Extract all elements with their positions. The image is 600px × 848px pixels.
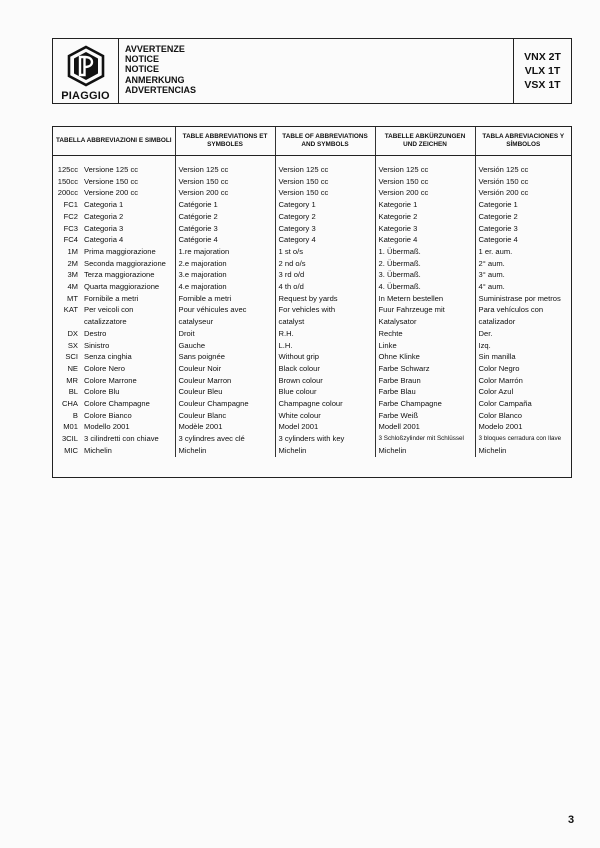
notice-title-de: ANMERKUNG bbox=[125, 74, 185, 85]
cell-spanish: Color Campaña bbox=[478, 399, 532, 409]
cell-german: Katalysator bbox=[375, 316, 475, 328]
cell-german: Version 200 cc bbox=[375, 187, 475, 199]
cell-german: Kategorie 4 bbox=[375, 234, 475, 246]
cell-spanish: Color Azul bbox=[478, 387, 514, 397]
cell-english: Blue colour bbox=[275, 386, 375, 398]
table-row bbox=[53, 421, 571, 433]
cell-abbreviation: 200cc bbox=[57, 188, 78, 198]
cell-spanish: Suministrase por metros bbox=[478, 293, 561, 303]
cell-french: Version 200 cc bbox=[175, 187, 275, 199]
cell-abbreviation: MR bbox=[66, 375, 78, 385]
table-row bbox=[53, 351, 571, 363]
cell-english: Category 2 bbox=[275, 211, 375, 223]
cell-french: Couleur Blanc bbox=[175, 410, 275, 422]
table-row bbox=[53, 211, 571, 223]
cell-spanish: 3 bloques cerradura con llave bbox=[478, 435, 562, 443]
cell-spanish: Categorie 3 bbox=[478, 223, 518, 233]
cell-german: Michelin bbox=[375, 445, 475, 457]
notice-title-fr: NOTICE bbox=[125, 54, 160, 65]
cell-english: L.H. bbox=[275, 340, 375, 352]
cell-italian: Prima maggiorazione bbox=[81, 246, 175, 258]
table-row bbox=[53, 281, 571, 293]
cell-spanish: Der. bbox=[478, 328, 493, 338]
cell-french: Couleur Noir bbox=[175, 363, 275, 375]
cell-abbreviation: FC1 bbox=[63, 200, 78, 210]
cell-french: Catégorie 4 bbox=[175, 234, 275, 246]
cell-abbreviation: DX bbox=[67, 328, 78, 338]
model-vnx: VNX 2T bbox=[524, 51, 561, 63]
notice-title-it: AVVERTENZE bbox=[125, 44, 185, 54]
cell-spanish: Color Negro bbox=[478, 363, 520, 373]
cell-english: Black colour bbox=[275, 363, 375, 375]
cell-italian: Colore Bianco bbox=[81, 410, 175, 422]
cell-french: Michelin bbox=[175, 445, 275, 457]
cell-spanish: Modelo 2001 bbox=[478, 422, 523, 432]
cell-italian: Versione 125 cc bbox=[81, 164, 175, 176]
page-number: 3 bbox=[568, 814, 575, 826]
cell-english: Request by yards bbox=[275, 293, 375, 305]
brand-logo bbox=[53, 39, 119, 103]
cell-english: catalyst bbox=[275, 316, 375, 328]
cell-italian: Colore Nero bbox=[81, 363, 175, 375]
model-vsx: VSX 1T bbox=[524, 79, 561, 91]
cell-abbreviation: M01 bbox=[63, 422, 78, 432]
cell-spanish: Izq. bbox=[478, 340, 491, 350]
cell-abbreviation: NE bbox=[67, 363, 78, 373]
cell-german: 1. Übermaß. bbox=[375, 246, 475, 258]
cell-italian: 3 cilindretti con chiave bbox=[81, 433, 175, 445]
table-row bbox=[53, 398, 571, 410]
cell-english: White colour bbox=[275, 410, 375, 422]
table-row bbox=[53, 445, 571, 457]
cell-italian: Versione 150 cc bbox=[81, 176, 175, 188]
cell-italian: Seconda maggiorazione bbox=[81, 258, 175, 270]
cell-italian: Senza cinghia bbox=[81, 351, 175, 363]
cell-english: 3 cylinders with key bbox=[275, 433, 375, 445]
cell-german: Kategorie 3 bbox=[375, 223, 475, 235]
header-italian: TABELLA ABBREVIAZIONI E SIMBOLI bbox=[53, 127, 175, 156]
cell-italian: Categoria 4 bbox=[81, 234, 175, 246]
cell-german: Fuur Fahrzeuge mit bbox=[375, 304, 475, 316]
header-english: TABLE OF ABBREVIATIONS AND SYMBOLS bbox=[275, 127, 375, 156]
cell-german: 2. Übermaß. bbox=[375, 258, 475, 270]
piaggio-shield-icon bbox=[66, 45, 106, 87]
cell-english: 4 th o/d bbox=[275, 281, 375, 293]
cell-spanish: Sin manilla bbox=[478, 352, 516, 362]
cell-french: Modèle 2001 bbox=[175, 421, 275, 433]
cell-english: 3 rd o/d bbox=[275, 269, 375, 281]
cell-english: Version 150 cc bbox=[275, 176, 375, 188]
cell-english: Category 3 bbox=[275, 223, 375, 235]
notice-titles bbox=[119, 39, 513, 103]
table-row bbox=[53, 304, 571, 316]
document-header bbox=[52, 38, 572, 104]
cell-spanish: Versión 200 cc bbox=[478, 188, 529, 198]
cell-spanish: Versión 125 cc bbox=[478, 165, 529, 174]
cell-french: Sans poignée bbox=[175, 351, 275, 363]
cell-german: Ohne Klinke bbox=[375, 351, 475, 363]
cell-abbreviation: CHA bbox=[61, 399, 78, 409]
cell-english: R.H. bbox=[275, 328, 375, 340]
cell-german: Linke bbox=[375, 340, 475, 352]
cell-french: 2.e majoration bbox=[175, 258, 275, 270]
table-row bbox=[53, 234, 571, 246]
cell-spanish: 2° aum. bbox=[478, 258, 505, 268]
cell-french: 3.e majoration bbox=[175, 269, 275, 281]
cell-german: Rechte bbox=[375, 328, 475, 340]
cell-abbreviation: SCI bbox=[65, 352, 78, 362]
cell-french: 3 cylindres avec clé bbox=[175, 433, 275, 445]
notice-title-es: ADVERTENCIAS bbox=[125, 84, 197, 95]
table-row bbox=[53, 246, 571, 258]
cell-spanish: Categorie 1 bbox=[478, 200, 518, 210]
cell-french: Catégorie 3 bbox=[175, 223, 275, 235]
brand-name: PIAGGIO bbox=[61, 90, 110, 102]
cell-italian: Colore Champagne bbox=[81, 398, 175, 410]
table-spacer-row bbox=[53, 156, 571, 165]
cell-spanish: 4° aum. bbox=[478, 282, 505, 292]
cell-french: Fornible a metri bbox=[175, 293, 275, 305]
cell-english: 1 st o/s bbox=[275, 246, 375, 258]
cell-italian: Categoria 2 bbox=[81, 211, 175, 223]
table-row bbox=[53, 293, 571, 305]
table-row bbox=[53, 375, 571, 387]
table-row bbox=[53, 269, 571, 281]
table-row bbox=[53, 176, 571, 188]
cell-spanish: 3° aum. bbox=[478, 270, 505, 280]
abbreviations-table-frame bbox=[52, 126, 572, 478]
cell-italian: Categoria 1 bbox=[81, 199, 175, 211]
cell-italian: Per veicoli con bbox=[81, 304, 175, 316]
table-row bbox=[53, 199, 571, 211]
cell-abbreviation: 125cc bbox=[57, 165, 78, 174]
cell-german: In Metern bestellen bbox=[375, 293, 475, 305]
cell-english: For vehicles with bbox=[275, 304, 375, 316]
cell-abbreviation: FC4 bbox=[63, 235, 78, 245]
table-header-row bbox=[53, 127, 571, 156]
cell-abbreviation: FC2 bbox=[63, 211, 78, 221]
cell-italian: Sinistro bbox=[81, 340, 175, 352]
header-french: TABLE ABBREVIATIONS ET SYMBOLES bbox=[175, 127, 275, 156]
cell-spanish: Categorie 4 bbox=[478, 235, 518, 245]
cell-german: Farbe Weiß bbox=[375, 410, 475, 422]
table-row bbox=[53, 164, 571, 176]
cell-french: Version 150 cc bbox=[175, 176, 275, 188]
cell-english: Version 150 cc bbox=[275, 187, 375, 199]
cell-spanish: Color Blanco bbox=[478, 410, 522, 420]
cell-french: Catégorie 2 bbox=[175, 211, 275, 223]
cell-german: Farbe Blau bbox=[375, 386, 475, 398]
cell-german: 3 Schloßzylinder mit Schlüssel bbox=[375, 433, 475, 445]
table-row bbox=[53, 433, 571, 445]
cell-french: Gauche bbox=[175, 340, 275, 352]
cell-french: Version 125 cc bbox=[175, 164, 275, 176]
cell-abbreviation: KAT bbox=[63, 305, 78, 315]
cell-german: 3. Übermaß. bbox=[375, 269, 475, 281]
cell-english: Category 1 bbox=[275, 199, 375, 211]
cell-french: Pour véhicules avec bbox=[175, 304, 275, 316]
cell-italian: Categoria 3 bbox=[81, 223, 175, 235]
cell-italian: Colore Blu bbox=[81, 386, 175, 398]
cell-german: Farbe Champagne bbox=[375, 398, 475, 410]
cell-italian: catalizzatore bbox=[81, 316, 175, 328]
cell-german: Kategorie 1 bbox=[375, 199, 475, 211]
cell-abbreviation: 3CIL bbox=[61, 434, 78, 444]
cell-abbreviation: B bbox=[72, 410, 78, 420]
cell-abbreviation: FC3 bbox=[63, 223, 78, 233]
notice-title-en: NOTICE bbox=[125, 64, 160, 75]
cell-english: Model 2001 bbox=[275, 421, 375, 433]
cell-spanish: Para vehículos con bbox=[478, 305, 544, 315]
table-body bbox=[53, 156, 571, 457]
cell-english: Without grip bbox=[275, 351, 375, 363]
cell-french: Couleur Champagne bbox=[175, 398, 275, 410]
cell-italian: Colore Marrone bbox=[81, 375, 175, 387]
table-row bbox=[53, 328, 571, 340]
cell-german: 4. Übermaß. bbox=[375, 281, 475, 293]
cell-abbreviation: BL bbox=[68, 387, 78, 397]
cell-spanish: Michelin bbox=[478, 445, 507, 455]
cell-italian: Versione 200 cc bbox=[81, 187, 175, 199]
cell-french: 1.re majoration bbox=[175, 246, 275, 258]
table-row bbox=[53, 223, 571, 235]
cell-italian: Fornibile a metri bbox=[81, 293, 175, 305]
cell-french: Catégorie 1 bbox=[175, 199, 275, 211]
cell-abbreviation: 4M bbox=[67, 282, 78, 292]
cell-italian: Quarta maggiorazione bbox=[81, 281, 175, 293]
cell-german: Farbe Schwarz bbox=[375, 363, 475, 375]
cell-german: Farbe Braun bbox=[375, 375, 475, 387]
cell-german: Modell 2001 bbox=[375, 421, 475, 433]
header-spanish: TABLA ABREVIACIONES Y SÍMBOLOS bbox=[475, 127, 571, 156]
cell-german: Kategorie 2 bbox=[375, 211, 475, 223]
cell-abbreviation: 150cc bbox=[57, 176, 78, 186]
cell-spanish: catalizador bbox=[478, 317, 516, 327]
cell-italian: Michelin bbox=[81, 445, 175, 457]
cell-english: 2 nd o/s bbox=[275, 258, 375, 270]
model-vlx: VLX 1T bbox=[524, 65, 561, 77]
cell-italian: Terza maggiorazione bbox=[81, 269, 175, 281]
cell-abbreviation: 2M bbox=[67, 258, 78, 268]
cell-italian: Modello 2001 bbox=[81, 421, 175, 433]
cell-abbreviation: 3M bbox=[67, 270, 78, 280]
table-row bbox=[53, 410, 571, 422]
cell-spanish: Color Marrón bbox=[478, 375, 523, 385]
cell-spanish: Categorie 2 bbox=[478, 211, 518, 221]
cell-french: Couleur Bleu bbox=[175, 386, 275, 398]
table-row bbox=[53, 340, 571, 352]
cell-english: Champagne colour bbox=[275, 398, 375, 410]
table-row bbox=[53, 363, 571, 375]
cell-english: Category 4 bbox=[275, 234, 375, 246]
cell-spanish: Versión 150 cc bbox=[478, 176, 529, 186]
header-german: TABELLE ABKÜRZUNGEN UND ZEICHEN bbox=[375, 127, 475, 156]
table-row bbox=[53, 386, 571, 398]
cell-italian: Destro bbox=[81, 328, 175, 340]
cell-german: Version 125 cc bbox=[375, 164, 475, 176]
cell-abbreviation: MT bbox=[67, 293, 78, 303]
cell-english: Version 125 cc bbox=[275, 164, 375, 176]
cell-french: Couleur Marron bbox=[175, 375, 275, 387]
abbreviations-table bbox=[53, 127, 571, 457]
cell-french: Droit bbox=[175, 328, 275, 340]
cell-english: Michelin bbox=[275, 445, 375, 457]
cell-abbreviation bbox=[53, 316, 81, 328]
table-row bbox=[53, 316, 571, 328]
cell-french: 4.e majoration bbox=[175, 281, 275, 293]
cell-french: catalyseur bbox=[175, 316, 275, 328]
cell-abbreviation: SX bbox=[67, 340, 78, 350]
cell-spanish: 1 er. aum. bbox=[478, 246, 513, 256]
table-row bbox=[53, 258, 571, 270]
table-row bbox=[53, 187, 571, 199]
cell-german: Version 150 cc bbox=[375, 176, 475, 188]
cell-abbreviation: 1M bbox=[67, 246, 78, 256]
model-list bbox=[513, 39, 571, 103]
cell-english: Brown colour bbox=[275, 375, 375, 387]
cell-abbreviation: MIC bbox=[64, 445, 78, 455]
